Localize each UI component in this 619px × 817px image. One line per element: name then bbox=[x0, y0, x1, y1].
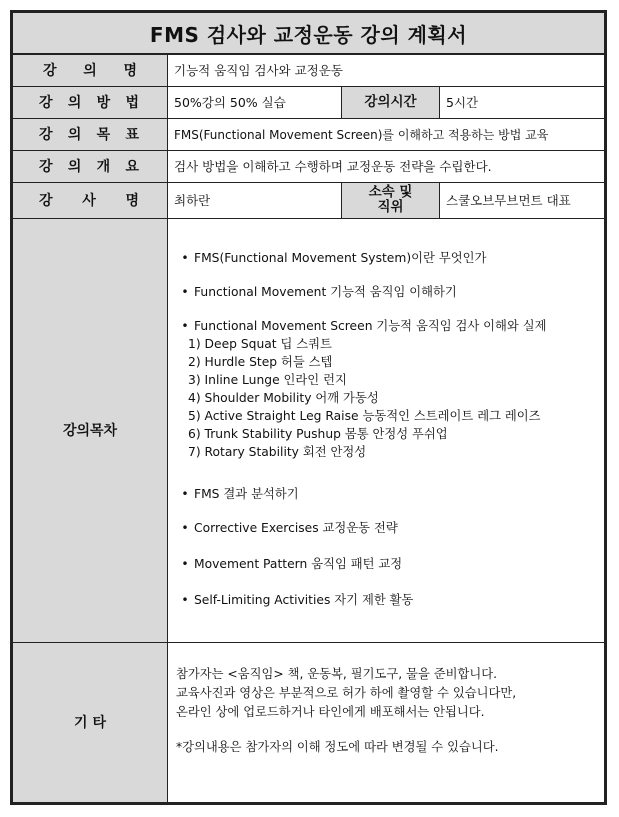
etc-line: 교육사진과 영상은 부분적으로 허가 하에 촬영할 수 있습니다만, bbox=[176, 685, 517, 700]
method-label: 강 의 방 법 bbox=[13, 86, 168, 118]
sub-list bbox=[188, 335, 598, 461]
list-item: • FMS(Functional Movement System)이란 무엇인가 bbox=[181, 250, 487, 265]
list-item: • Movement Pattern 움직임 패턴 교정 bbox=[181, 556, 403, 571]
affiliation-value: 스쿨오브무브먼트 대표 bbox=[440, 182, 605, 218]
etc-line: 참가자는 <움직임> 책, 운동복, 필기도구, 물을 준비합니다. bbox=[176, 666, 498, 681]
lecture-time-label: 강의시간 bbox=[342, 86, 440, 118]
sub-list-item: 5) Active Straight Leg Raise 능동적인 스트레이트 레그 레이즈 bbox=[188, 408, 541, 423]
sub-list-item: 6) Trunk Stability Pushup 몸통 안정성 푸쉬업 bbox=[188, 426, 448, 441]
etc-note: *강의내용은 참가자의 이해 정도에 따라 변경될 수 있습니다. bbox=[176, 739, 499, 754]
list-item: • FMS 결과 분석하기 bbox=[181, 486, 299, 501]
sub-list-item: 1) Deep Squat 딥 스쿼트 bbox=[188, 336, 332, 351]
overview-label: 강 의 개 요 bbox=[13, 150, 168, 182]
sub-list-item: 7) Rotary Stability 회전 안정성 bbox=[188, 444, 367, 459]
sub-list-item: 2) Hurdle Step 허들 스텝 bbox=[188, 354, 333, 369]
list-item: • Functional Movement Screen 기능적 움직임 검사 이해와 실제 bbox=[181, 318, 547, 333]
list-item: • Functional Movement 기능적 움직임 이해하기 bbox=[181, 284, 457, 299]
goal-label: 강 의 목 표 bbox=[13, 118, 168, 150]
lecture-plan-table bbox=[12, 12, 605, 803]
etc-line: 온라인 상에 업로드하거나 타인에게 배포해서는 안됩니다. bbox=[176, 704, 485, 719]
contents-list bbox=[168, 218, 605, 642]
list-item: • Self-Limiting Activities 자기 제한 활동 bbox=[181, 592, 414, 607]
etc-notes bbox=[168, 642, 605, 803]
sub-list-item: 4) Shoulder Mobility 어깨 가동성 bbox=[188, 390, 379, 405]
course-name-label: 강 의 명 bbox=[13, 54, 168, 86]
list-item: • Corrective Exercises 교정운동 전략 bbox=[181, 520, 398, 535]
instructor-value: 최하란 bbox=[168, 182, 342, 218]
course-name-value: 기능적 움직임 검사와 교정운동 bbox=[168, 54, 605, 86]
method-value: 50%강의 50% 실습 bbox=[168, 86, 342, 118]
lecture-plan-document bbox=[10, 10, 607, 805]
overview-value: 검사 방법을 이해하고 수행하며 교정운동 전략을 수립한다. bbox=[168, 150, 605, 182]
document-title: FMS 검사와 교정운동 강의 계획서 bbox=[13, 13, 605, 55]
affiliation-label: 소속 및 직위 bbox=[342, 182, 440, 218]
etc-label: 기 타 bbox=[13, 642, 168, 803]
sub-list-item: 3) Inline Lunge 인라인 런지 bbox=[188, 372, 347, 387]
contents-label: 강의목차 bbox=[13, 218, 168, 642]
instructor-label: 강 사 명 bbox=[13, 182, 168, 218]
goal-value: FMS(Functional Movement Screen)를 이해하고 적용하는 방법 교육 bbox=[168, 118, 605, 150]
lecture-time-value: 5시간 bbox=[440, 86, 605, 118]
